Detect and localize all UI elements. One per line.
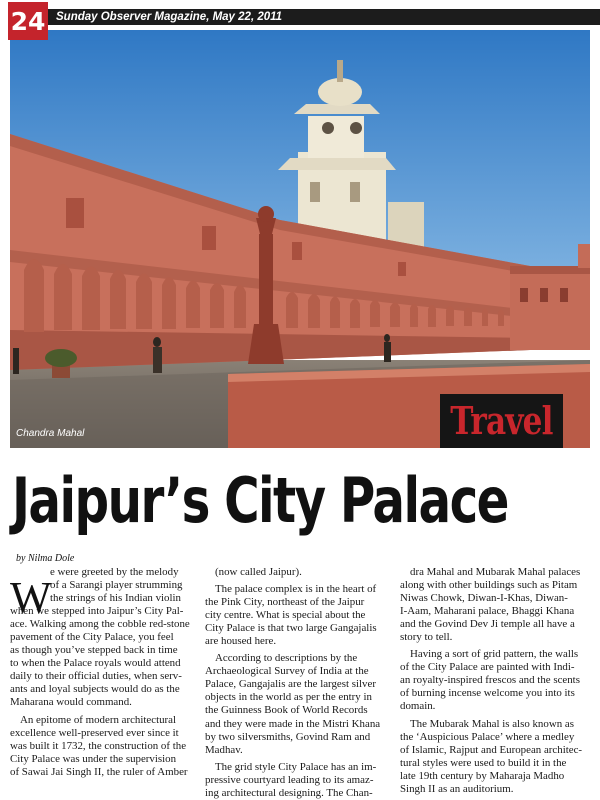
text-line: Niwas Chowk, Diwan-I-Khas, Diwan- xyxy=(400,592,568,605)
article-headline: Jaipur’s City Palace xyxy=(12,464,508,537)
text-line: by two silversmiths, Govind Ram and xyxy=(205,730,371,743)
text-line: as though you’ve stepped back in time xyxy=(10,644,178,657)
section-tag: Travel xyxy=(440,394,563,448)
text-line: an royalty-inspired frescos and the scents xyxy=(400,674,580,687)
text-line: City Palace was under the supervision xyxy=(10,752,177,765)
text-line: of Islamic, Rajput and European architec- xyxy=(400,743,583,756)
text-line: Archaeological Survey of India at the xyxy=(205,665,369,678)
text-line: An epitome of modern architectural xyxy=(20,713,177,726)
text-line: The palace complex is in the heart of xyxy=(215,583,377,596)
column-1 xyxy=(10,566,194,779)
text-line: The Mubarak Mahal is also known as xyxy=(410,717,574,730)
page-header xyxy=(0,0,600,36)
text-line: City Palace is that two large Gangajalis xyxy=(205,622,377,635)
text-line: of Sawai Jai Singh II, the ruler of Amber xyxy=(10,765,188,778)
text-line: excellence well-preserved ever since it xyxy=(10,726,179,739)
text-line: of the City Palace are painted with Indi- xyxy=(400,661,575,674)
text-line: story to tell. xyxy=(400,631,453,644)
article-photo xyxy=(10,30,590,448)
text-line: pavement of the City Palace, you feel xyxy=(10,631,174,644)
text-line: Singh II as an auditorium. xyxy=(400,782,514,795)
text-line: tural styles were used to build it in the xyxy=(400,756,567,769)
text-line: ants and loyal subjects would do as the xyxy=(10,683,180,696)
text-line: the Guinness Book of World Records xyxy=(205,704,368,717)
publication-line: Sunday Observer Magazine, May 22, 2011 xyxy=(44,9,600,25)
text-line: pressive courtyard leading to its amaz- xyxy=(205,773,374,786)
column-3 xyxy=(400,566,584,796)
text-line: when we stepped into Jaipur’s City Pal- xyxy=(10,605,184,618)
page-number: 24 xyxy=(8,2,48,40)
text-line: ing architectural designing. The Chan- xyxy=(205,786,373,799)
text-line: Palace, Gangajalis are the largest silver xyxy=(205,678,376,691)
text-line: late 19th century by Maharaja Madho xyxy=(400,769,565,782)
text-line: along with other buildings such as Pitam xyxy=(400,579,578,592)
text-line: was built it 1732, the construction of the xyxy=(10,739,187,752)
text-line: The grid style City Palace has an im- xyxy=(215,760,377,773)
text-line: ace. Walking among the cobble red-stone xyxy=(10,618,190,631)
text-line: According to descriptions by the xyxy=(215,652,358,665)
text-line: daily to their official duties, when serv- xyxy=(10,670,182,683)
text-line: and they were made in the Mistri Khana xyxy=(205,717,381,730)
text-line: city centre. What is special about the xyxy=(205,609,366,622)
text-line: Having a sort of grid pattern, the walls xyxy=(410,648,579,661)
text-line: to when the Palace royals would attend xyxy=(10,657,181,670)
city-palace-illustration xyxy=(10,30,590,448)
text-line: of a Sarangi player strumming xyxy=(50,579,183,592)
text-line: domain. xyxy=(400,700,436,713)
column-2 xyxy=(205,566,389,800)
text-line: dra Mahal and Mubarak Mahal palaces xyxy=(410,566,581,578)
text-line: of burning incense welcome you into its xyxy=(400,687,575,700)
photo-caption: Chandra Mahal xyxy=(16,428,85,439)
text-line: Madhav. xyxy=(205,743,243,756)
text-line: e were greeted by the melody xyxy=(50,566,179,578)
text-line: (now called Jaipur). xyxy=(215,566,302,578)
text-line: the Pink City, northeast of the Jaipur xyxy=(205,596,365,609)
text-line: the ‘Auspicious Palace’ where a medley xyxy=(400,730,575,743)
text-line: and the Govind Dev Ji temple all have a xyxy=(400,618,575,631)
drop-cap: W xyxy=(10,573,52,622)
byline: by Nilma Dole xyxy=(16,553,75,564)
text-line: I-Aam, Maharani palace, Bhaggi Khana xyxy=(400,605,575,618)
text-line: objects in the world as per the entry in xyxy=(205,691,372,704)
text-line: the strings of his Indian violin xyxy=(50,592,181,605)
text-line: are housed here. xyxy=(205,635,277,648)
text-line: Maharana would command. xyxy=(10,696,132,709)
